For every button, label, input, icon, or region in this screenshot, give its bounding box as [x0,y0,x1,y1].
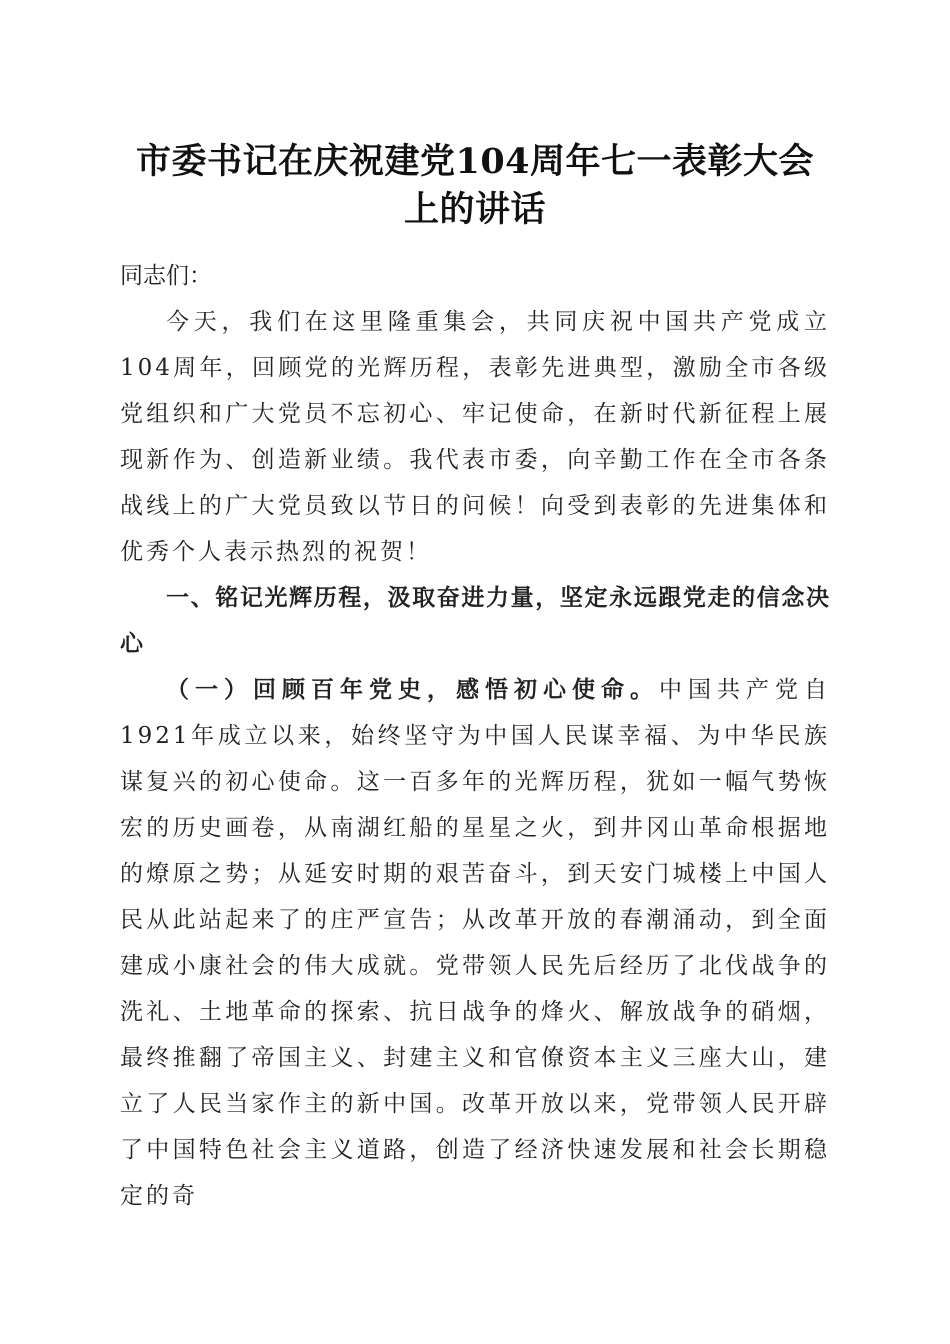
section-heading-1: 一、铭记光辉历程，汲取奋进力量，坚定永远跟党走的信念决心 [120,585,830,657]
document-title: 市委书记在庆祝建党104周年七一表彰大会上的讲话 [135,141,815,230]
subsection-lead-1: （一）回顾百年党史，感悟初心使命。 [166,677,659,703]
subsection-paragraph-1 [120,667,830,1219]
document-page [120,0,830,1344]
subsection-text-1: 中国共产党自1921年成立以来，始终坚守为中国人民谋幸福、为中华民族谋复兴的初心使命。这一百多年的光辉历程，犹如一幅气势恢宏的历史画卷，从南湖红船的星星之火，到井冈山革命根据地的燎原之势；从延安时期的艰苦奋斗，到天安门城楼上中国人民从此站起来了的庄严宣告；从改革开放的春潮涌动，到全面建成小康社会的伟大成就。党带领人民先后经历了北伐战争的洗礼、土地革命的探索、抗日战争的烽火、解放战争的硝烟，最终推翻了帝国主义、封建主义和官僚资本主义三座大山，建立了人民当家作主的新中国。改革开放以来，党带领人民开辟了中国特色社会主义道路，创造了经济快速发展和社会长期稳定的奇 [120,677,830,1209]
salutation: 同志们： [120,263,212,289]
document-body [120,253,830,1219]
intro-paragraph: 今天，我们在这里隆重集会，共同庆祝中国共产党成立104周年，回顾党的光辉历程，表彰先进典型，激励全市各级党组织和广大党员不忘初心、牢记使命，在新时代新征程上展现新作为、创造新业绩。我代表市委，向辛勤工作在全市各条战线上的广大党员致以节日的问候！向受到表彰的先进集体和优秀个人表示热烈的祝贺！ [120,309,830,565]
